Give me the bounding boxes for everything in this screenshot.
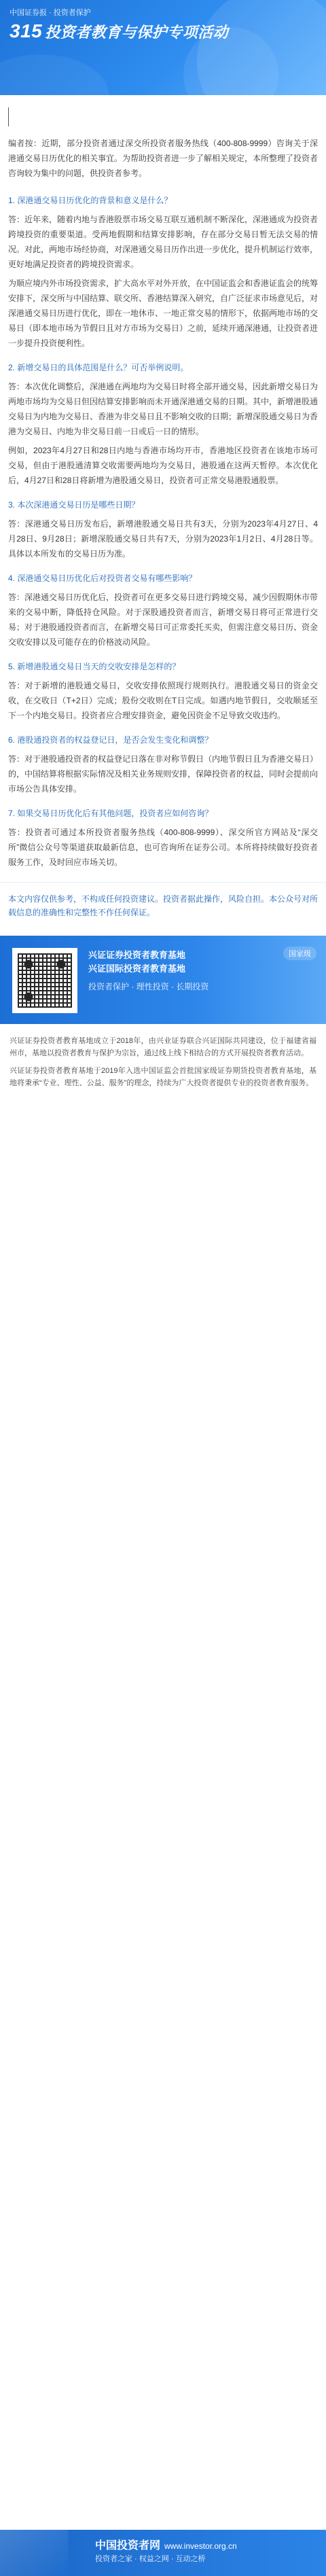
qa-item — [8, 806, 318, 870]
answer-paragraph: 例如，2023年4月27日和28日内地与香港市场均开市，香港地区投资者在该地市场可交易，但由于港股通清算交收需要两地均为交易日，港股通在这两天暂停。本次优化后，4月27日和28日将新增为港股通交易日，投资者可正常交易港股通股票。 — [8, 446, 318, 485]
qr-subtitle: 兴证国际投资者教育基地 — [88, 964, 186, 974]
qa-item — [8, 659, 318, 723]
status-badge: 国家级 — [283, 947, 316, 960]
qr-pattern — [18, 953, 72, 1008]
question: 5. 新增港股通交易日当天的交收安排是怎样的？ — [8, 662, 181, 671]
banner-org: 中国证券报 · 投资者保护 — [10, 9, 91, 17]
qa-item — [8, 733, 318, 796]
about-paragraph: 兴证证券投资者教育基地于2019年入选中国证监会首批国家级证券期货投资者教育基地，基地将秉承“专业、理性、公益、服务”的理念，持续为广大投资者提供专业的投资者教育服务。 — [10, 1067, 316, 1087]
banner-number: 315 — [10, 20, 43, 41]
answer-paragraph: 答：深港通交易日历发布后，新增港股通交易日共有3天，分别为2023年4月27日、4月28日、9月28日；新增深股通交易日共有7天，分别为2023年1月2日、4月28日等。具体以本所发布的交易日历为准。 — [8, 519, 318, 559]
question: 1. 深港通交易日历优化的背景和意义是什么？ — [8, 196, 173, 205]
question: 4. 深港通交易日历优化后对投资者交易有哪些影响？ — [8, 574, 197, 583]
answer-paragraph: 答：本次优化调整后，深港通在两地均为交易日时将全部开通交易，因此新增交易日为两地市场均为交易日但因结算安排影响而未开通深港通交易的日期。其中，新增港股通交易日为内地为交易日、香港为非交易日且不影响交收的日期；新增深股通交易日为香港为交易日、内地为非交易日前一日或后一日的情形。 — [8, 382, 319, 436]
banner-title — [10, 20, 228, 42]
answer-paragraph: 答：近年来，随着内地与香港股票市场交易互联互通机制不断深化，深港通成为投资者跨境投资的重要渠道。受两地假期和结算安排影响，存在部分交易日暂无法交易的情况。对此，两地市场经协商，对深港通交易日历作出进一步优化，提升机制运行效率，更好地满足投资者的跨境投资需求。 — [8, 215, 319, 269]
qr-title: 兴证证券投资者教育基地 — [88, 950, 186, 960]
article-body — [0, 136, 326, 870]
footer-logo[interactable] — [95, 2537, 237, 2552]
footer-banner — [0, 2530, 326, 2576]
question: 7. 如果交易日历优化后有其他问题，投资者应如何咨询？ — [8, 809, 213, 818]
qr-slogan: 投资者保护 · 理性投资 · 长期投资 — [88, 982, 209, 991]
qa-item — [8, 360, 318, 488]
question: 2. 新增交易日的具体范围是什么？可否举例说明。 — [8, 363, 189, 372]
footer-tagline: 投资者之家 · 权益之网 · 互动之桥 — [95, 2555, 206, 2563]
footer-decoration — [0, 2530, 68, 2576]
header-banner — [0, 0, 326, 95]
answer-paragraph: 为顺应境内外市场投资需求，扩大高水平对外开放，在中国证监会和香港证监会的统筹安排下，深交所与中国结算、联交所、香港结算深入研究，自广泛征求市场意见后，对深港通交易日历进行优化，即在一地休市、一地正常交易的情形下，依据两地市场的交易日（即本地市场为节假日且对方市场为交易日）之前，延续开通深港通，让投资者进一步提升投资便利性。 — [8, 279, 319, 348]
text-cursor — [8, 107, 9, 126]
footer-logo-text: 中国投资者网 — [95, 2540, 161, 2552]
about-section — [0, 1024, 326, 1101]
banner-decoration — [0, 54, 109, 95]
qr-code[interactable] — [12, 948, 77, 1013]
about-paragraph: 兴证证券投资者教育基地成立于2018年，由兴业证券联合兴证国际共同建设，位于福建省福州市，基地以投资者教育与保护为宗旨，通过线上线下相结合的方式开展投资者教育活动。 — [10, 1037, 316, 1057]
banner-title-text: 投资者教育与保护专项活动 — [45, 24, 229, 41]
qr-section — [0, 936, 326, 1024]
answer-paragraph: 答：对于新增的港股通交易日，交收安排依照现行规则执行。港股通交易日的资金交收，在交收日（T+2日）完成；股份交收则在T日完成。如遇内地节假日，交收顺延至下一个内地交易日。投资者应合理安排资金，避免因资金不足导致交收违约。 — [8, 681, 318, 720]
qa-item — [8, 497, 318, 561]
answer-paragraph: 答：投资者可通过本所投资者服务热线（400-808-9999）、深交所官方网站及“深交所”微信公众号等渠道获取最新信息，也可咨询所在证券公司。本所将持续做好投资者服务工作，及时回应市场关切。 — [8, 828, 318, 867]
answer-paragraph: 答：对于港股通投资者的权益登记日落在非对称节假日（内地节假日且为香港交易日）的，中国结算将根据实际情况及相关业务规则安排，保障投资者的权益，同时会提前向市场公告具体安排。 — [8, 754, 319, 794]
answer-paragraph: 答：深港通交易日历优化后，投资者可在更多交易日进行跨境交易，减少因假期休市带来的交易中断，降低持仓风险。对于深股通投资者而言，新增交易日将可正常进行交易；对于港股通投资者而言，在新增交易日可正常委托买卖，但需注意交易日历、资金交收安排以及可能存在的价格波动风险。 — [8, 593, 319, 647]
qa-item — [8, 571, 318, 650]
disclaimer: 本文内容仅供参考，不构成任何投资建议。投资者据此操作，风险自担。本公众号对所载信息的准确性和完整性不作任何保证。 — [0, 882, 326, 929]
editor-note: 编者按：近期，部分投资者通过深交所投资者服务热线（400-808-9999）咨询关于深港通交易日历优化的相关事宜。为帮助投资者进一步了解相关规定，本所整理了投资者咨询较为集中的问题，供投资者参考。 — [8, 139, 319, 178]
qa-item — [8, 193, 318, 351]
blank-area — [0, 95, 326, 136]
question: 3. 本次深港通交易日历是哪些日期？ — [8, 500, 140, 510]
footer-url[interactable]: www.investor.org.cn — [164, 2541, 237, 2551]
question: 6. 港股通投资者的权益登记日，是否会发生变化和调整？ — [8, 735, 213, 745]
